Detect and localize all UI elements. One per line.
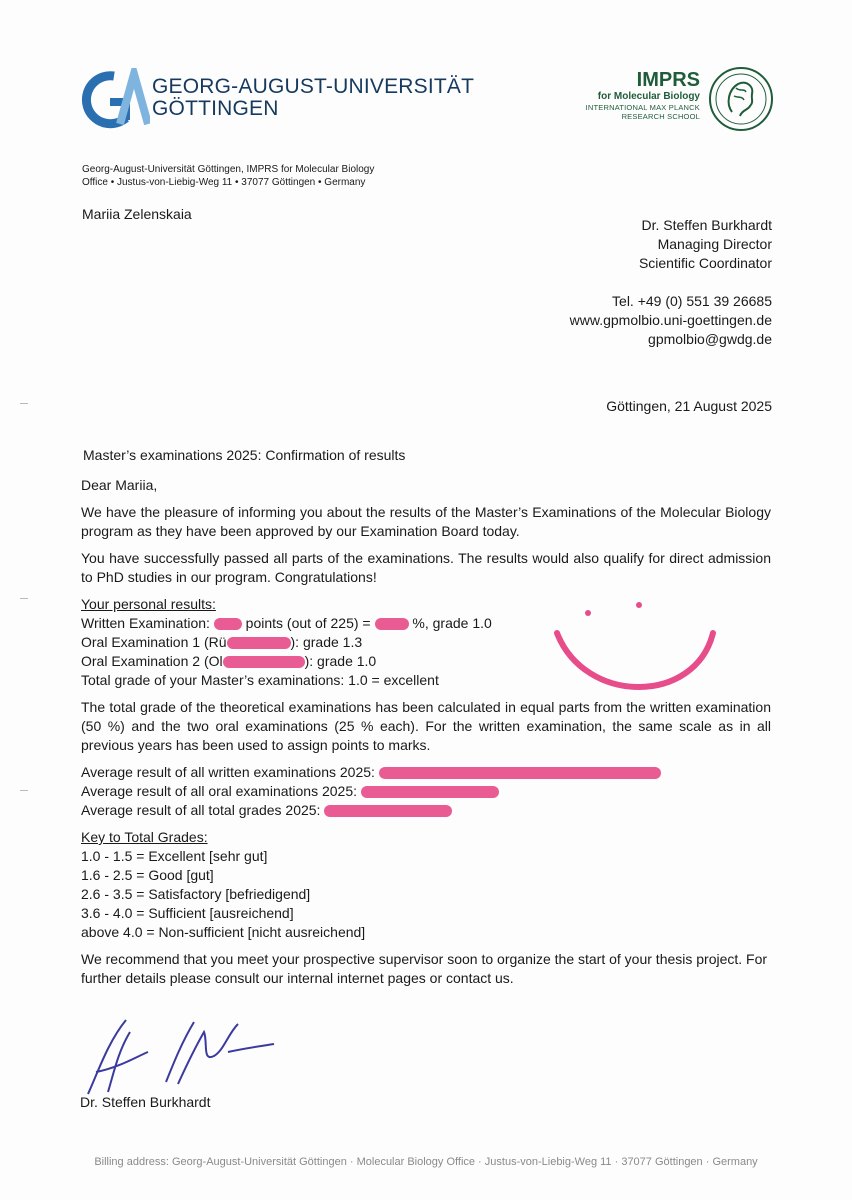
average-written: Average result of all written examinations 2025: xyxy=(81,763,771,782)
sender-address: Georg-August-Universität Göttingen, IMPRS for Molecular Biology Office • Justus-von-Liebig-Weg 11 • 37077 Göttingen • Germany xyxy=(82,164,375,188)
contact-block xyxy=(412,216,772,349)
redaction-mark xyxy=(223,656,305,668)
paragraph: We have the pleasure of informing you about the results of the Master’s Examinations of the Molecular Biology program as they have been approved by our Examination Board today. xyxy=(81,504,771,539)
smiley-drawing xyxy=(545,595,725,705)
average-oral: Average result of all oral examinations 2025: xyxy=(81,782,771,801)
redaction-mark xyxy=(361,786,499,798)
letter-date: Göttingen, 21 August 2025 xyxy=(606,398,772,414)
margin-mark xyxy=(20,403,28,404)
redaction-mark xyxy=(375,618,409,630)
written-result: Written Examination: points (out of 225) = %, grade 1.0 xyxy=(81,615,492,631)
max-planck-seal-icon xyxy=(708,66,774,132)
contact-website: www.gpmolbio.uni-goettingen.de xyxy=(569,312,772,328)
salutation: Dear Mariia, xyxy=(81,477,158,493)
grade-key-item: 1.6 - 2.5 = Good [gut] xyxy=(81,867,214,883)
results-heading: Your personal results: xyxy=(81,596,216,612)
university-name: GEORG-AUGUST-UNIVERSITÄT GÖTTINGEN xyxy=(152,75,475,120)
average-results xyxy=(81,763,771,820)
grade-key-item: 2.6 - 3.5 = Satisfactory [befriedigend] xyxy=(81,886,311,902)
footer-billing-address: Billing address: Georg-August-Universität Göttingen · Molecular Biology Office · Justus-von-Liebig-Weg 11 · 37077 Göttingen · Germany xyxy=(94,1156,758,1168)
imprs-logo-text: IMPRS for Molecular Biology INTERNATIONAL MAX PLANCK RESEARCH SCHOOL xyxy=(585,69,700,121)
oral-result-1: Oral Examination 1 (Rü ): grade 1.3 xyxy=(81,634,363,650)
contact-email: gpmolbio@gwdg.de xyxy=(648,331,772,347)
margin-mark xyxy=(20,598,28,599)
redaction-mark xyxy=(324,805,452,817)
letter-body xyxy=(81,476,771,996)
university-logo xyxy=(80,68,150,130)
grade-key xyxy=(81,828,771,942)
paragraph: We recommend that you meet your prospective supervisor soon to organize the start of your thesis project. For further details please consult our internal internet pages or contact us. xyxy=(81,951,768,986)
handwritten-signature xyxy=(78,1012,278,1102)
grade-key-item: above 4.0 = Non-sufficient [nicht ausreichend] xyxy=(81,924,366,940)
total-result: Total grade of your Master’s examinations: 1.0 = excellent xyxy=(81,672,439,688)
contact-role: Managing Director xyxy=(657,236,772,252)
recipient-name: Mariia Zelenskaia xyxy=(82,206,192,222)
grade-key-heading: Key to Total Grades: xyxy=(81,829,208,845)
signature-name: Dr. Steffen Burkhardt xyxy=(80,1094,211,1110)
margin-mark xyxy=(20,790,28,791)
letter-subject: Master’s examinations 2025: Confirmation of results xyxy=(83,447,406,463)
redaction-mark xyxy=(379,767,661,779)
average-total: Average result of all total grades 2025: xyxy=(81,801,771,820)
contact-role: Scientific Coordinator xyxy=(638,255,772,271)
grade-key-item: 1.0 - 1.5 = Excellent [sehr gut] xyxy=(81,848,268,864)
paragraph: The total grade of the theoretical examinations has been calculated in equal parts from the written examination (50 %) and the two oral examinations (25 % each). For the written examination, the same scale as in all previous years has been used to assign points to marks. xyxy=(81,699,771,753)
paragraph: You have successfully passed all parts of the examinations. The results would also qualify for direct admission to PhD studies in our program. Congratulations! xyxy=(81,550,771,585)
redaction-mark xyxy=(214,618,242,630)
contact-name: Dr. Steffen Burkhardt xyxy=(641,217,772,233)
grade-key-item: 3.6 - 4.0 = Sufficient [ausreichend] xyxy=(81,905,294,921)
contact-phone: Tel. +49 (0) 551 39 26685 xyxy=(612,293,772,309)
redaction-mark xyxy=(227,637,291,649)
oral-result-2: Oral Examination 2 (Ol ): grade 1.0 xyxy=(81,653,377,669)
